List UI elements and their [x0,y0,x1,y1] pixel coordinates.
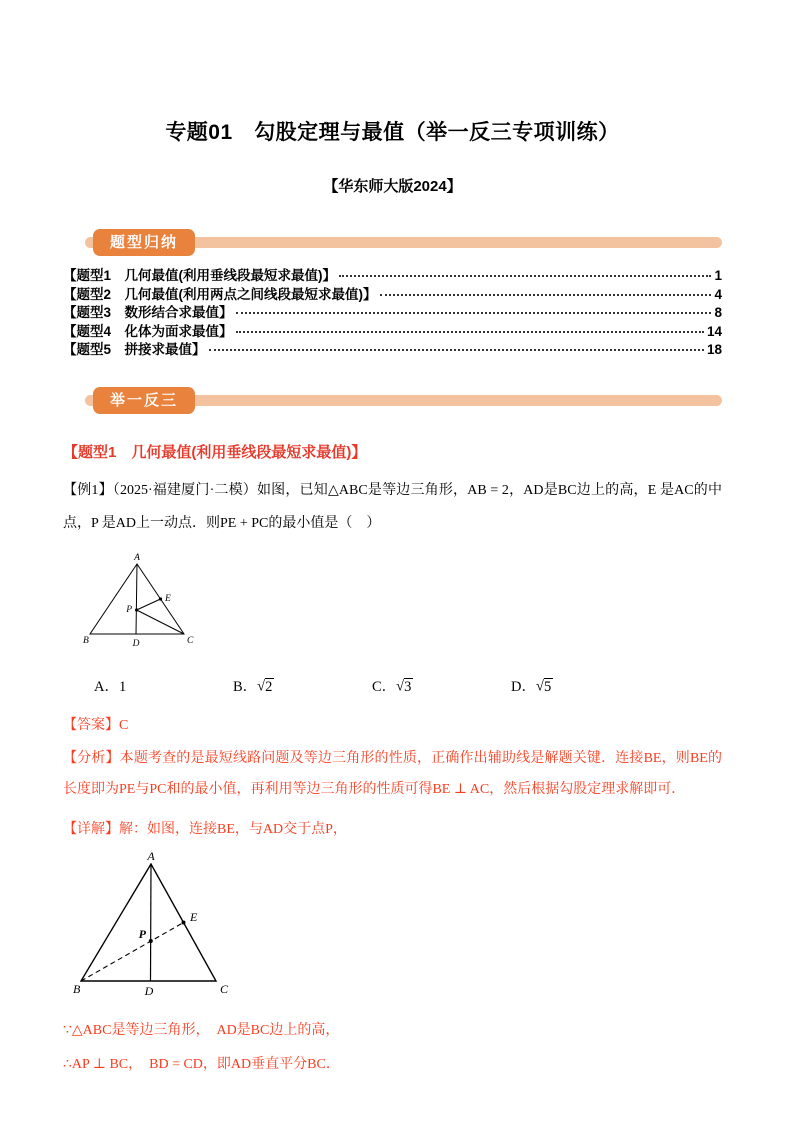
practice-banner-row [63,387,722,414]
point-label-P: P [138,926,146,941]
toc-item [63,304,722,323]
toc-page-number: 14 [706,323,722,339]
dotted-leader [236,312,712,314]
choice-A-label: A． [94,678,119,695]
analysis-text: 本题考查的是最短线路问题及等边三角形的性质，正确作出辅助线是解题关键．连接BE，则BE的长度即为PE与PC和的最小值，再利用等边三角形的性质可得BE ⊥ AC，然后根据勾股定理求解即可． [63,750,723,797]
toc-item [63,341,722,360]
answer-value: C [119,717,129,733]
toc-banner-badge: 题型归纳 [93,229,195,256]
point-E-dot [182,920,186,924]
table-of-contents [63,267,722,360]
answer-choices [63,675,722,696]
toc-item [63,323,722,342]
choice-B-value: 2 [265,678,273,695]
point-label-B: B [83,635,89,646]
figure2-solution-diagram [73,851,238,999]
toc-page-number: 18 [706,342,722,357]
document-title: 专题01 勾股定理与最值（举一反三专项训练） [165,121,620,144]
dotted-leader [209,349,704,351]
toc-item [63,286,722,305]
sqrt-sign: √ [396,678,405,694]
segment-PC [137,610,184,634]
sqrt-expression [536,679,553,695]
point-label-C: C [220,981,229,996]
point-label-D: D [144,983,154,998]
sqrt-sign: √ [257,678,266,694]
point-label-E: E [165,593,171,604]
analysis-paragraph [63,743,722,805]
solution-intro [63,814,722,845]
answer-line [63,714,722,734]
dashed-segment-BE [81,922,184,981]
reasoning-line-2: ∴AP ⊥ BC， BD = CD，即AD垂直平分BC． [63,1056,340,1072]
toc-item [63,267,722,286]
toc-banner-row [63,229,722,256]
toc-page-number: 4 [714,286,722,302]
choice-A-value: 1 [118,678,127,695]
practice-banner-badge: 举一反三 [93,387,195,414]
choice-C [372,675,511,696]
choice-B [233,675,372,696]
point-E-dot [159,597,162,600]
point-label-A: A [134,552,140,563]
toc-page-number: 1 [714,268,722,283]
point-label-E: E [190,909,198,924]
choice-D-value: 5 [543,678,552,695]
toc-page-number: 8 [714,305,722,320]
edition-label: 【华东师大版2024】 [323,178,462,195]
dotted-leader [339,275,711,277]
choice-B-label: B． [233,678,258,695]
example1-problem-text: 【例1】（2025·福建厦门·二模）如图，已知△ABC是等边三角形，AB = 2，AD是BC边上的高，E 是AC的中点，P 是AD上一动点．则PE + PC的最小值是（ ） [63,482,722,531]
sqrt-expression [257,679,274,695]
toc-item-label: 【题型5 拼接求最值】 [63,342,206,357]
dotted-leader [236,331,704,333]
point-label-D: D [132,638,140,649]
altitude-AD [151,864,152,981]
toc-item-label: 【题型1 几何最值(利用垂线段最短求最值)】 [63,268,336,283]
point-label-B: B [73,981,81,996]
solution-label: 【详解】 [63,821,119,837]
solution-intro-text: 解：如图，连接BE，与AD交于点P， [119,821,347,837]
sqrt-sign: √ [535,678,544,694]
toc-item-label: 【题型3 数形结合求最值】 [63,305,233,320]
point-P-dot [149,939,153,943]
analysis-label: 【分析】 [63,750,120,766]
sqrt-expression [396,679,413,695]
point-label-A: A [147,850,155,863]
segment-PE [137,599,161,610]
point-label-P: P [126,604,132,615]
dotted-leader [380,294,712,296]
reasoning-line-1: ∵△ABC是等边三角形， AD是BC边上的高， [63,1022,340,1038]
toc-item-label: 【题型4 化体为面求最值】 [63,323,233,339]
point-P-dot [135,608,138,611]
point-label-C: C [187,635,194,646]
choice-A [94,675,233,696]
figure1-triangle-diagram [82,550,202,650]
choice-D-label: D． [511,678,536,695]
choice-C-value: 3 [404,678,412,695]
altitude-AD [136,564,137,634]
type1-heading: 【题型1 几何最值(利用垂线段最短求最值)】 [63,443,367,461]
toc-item-label: 【题型2 几何最值(利用两点之间线段最短求最值)】 [63,286,377,302]
reasoning-block [63,1014,722,1082]
answer-label: 【答案】 [63,717,119,733]
choice-C-label: C． [372,678,397,695]
choice-D [511,675,553,696]
